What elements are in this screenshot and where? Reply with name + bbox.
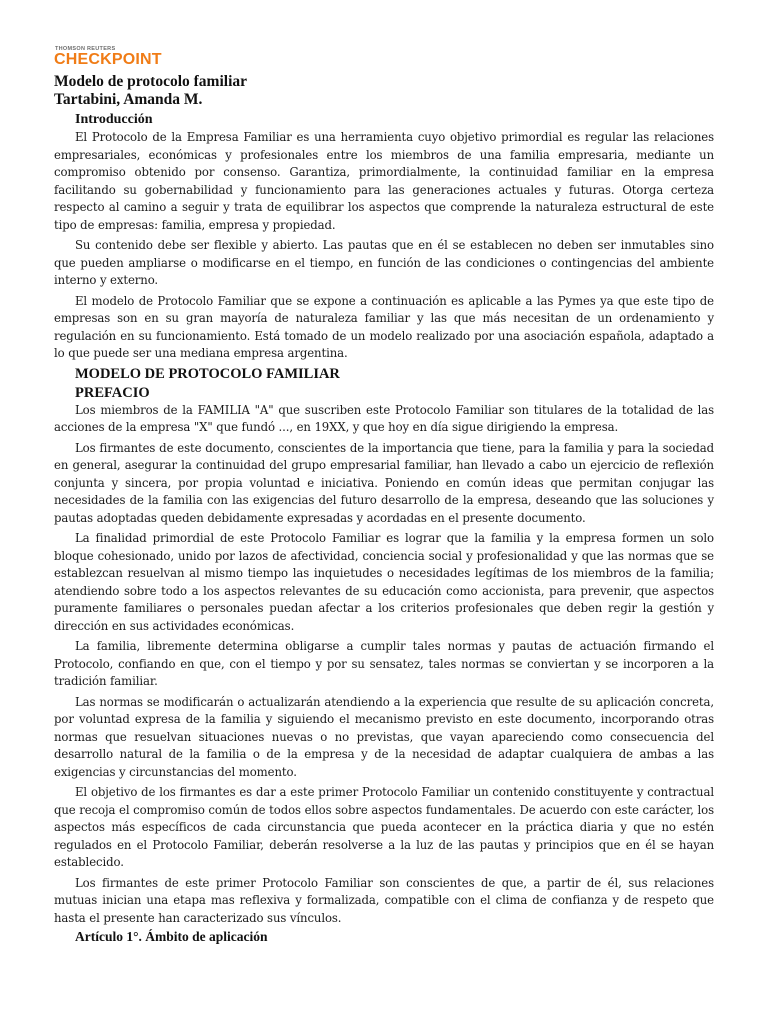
product-logo: CHECKPOINT — [54, 51, 162, 68]
preface-paragraph: Los miembros de la FAMILIA "A" que suscriben este Protocolo Familiar son titulares de la totalidad de las acciones de la empresa "X" que fundó ..., en 19XX, y que hoy en día sigue dirigiendo la empresa. — [54, 402, 714, 434]
preface-paragraph: La finalidad primordial de este Protocolo Familiar es lograr que la familia y la empresa formen un solo bloque cohesionado, unido por lazos de afectividad, conciencia social y profesionalidad y que las normas que se establezcan resuelvan al mismo tiempo las inquietudes o necesidades legítimas de los miembros de la familia; atendiendo sobre todo a los aspectos relevantes de su educación como accionista, para prevenir, que aspectos puramente familiares o personales puedan afectar a los criterios profesionales que deben regir la gestión y dirección en sus actividades económicas. — [54, 531, 714, 633]
document-title: Modelo de protocolo familiar — [54, 73, 248, 90]
article-1-heading: Artículo 1°. Ámbito de aplicación — [75, 929, 268, 944]
publisher-logo-text: THOMSON REUTERS — [55, 46, 116, 52]
preface-paragraph: Los firmantes de este documento, conscientes de la importancia que tiene, para la familia y para la sociedad en general, asegurar la continuidad del grupo empresarial familiar, han llevado a cabo un ejercicio de reflexión conjunta y sincera, por propia voluntad e iniciativa. Poniendo en común ideas que permitan conjugar las necesidades de la familia con las exigencias del futuro desarrollo de la empresa, deseando que las soluciones y pautas adoptadas queden debidamente expresadas y acordadas en el presente documento. — [54, 440, 714, 525]
model-heading: MODELO DE PROTOCOLO FAMILIAR — [75, 365, 340, 382]
preface-paragraph: Las normas se modificarán o actualizarán atendiendo a la experiencia que resulte de su aplicación concreta, por voluntad expresa de la familia y siguiendo el mecanismo previsto en este documento, incorporando otras normas que resuelvan situaciones nuevas o no previstas, que vayan apareciendo como consecuencia del desarrollo natural de la familia o de la empresa y de la necesidad de adaptar cualquiera de ambas a las exigencias y circunstancias del momento. — [54, 694, 714, 779]
intro-paragraph: Su contenido debe ser flexible y abierto. Las pautas que en él se establecen no deben ser inmutables sino que pueden ampliarse o modificarse en el tiempo, en función de las condiciones o contingencias del ambiente interno y externo. — [54, 238, 714, 287]
preface-paragraph: Los firmantes de este primer Protocolo Familiar son conscientes de que, a partir de él, sus relaciones mutuas inician una etapa mas reflexiva y formalizada, compatible con el clima de confianza y de respeto que hasta el presente han caracterizado sus vínculos. — [54, 875, 714, 925]
preface-paragraph: El objetivo de los firmantes es dar a este primer Protocolo Familiar un contenido constituyente y contractual que recoja el compromiso común de todos ellos sobre aspectos fundamentales. De acuerdo con este carácter, los aspectos más específicos de cada circunstancia que pueda acontecer en la práctica diaria y que no estén regulados en el Protocolo Familiar, deberán resolverse a la luz de las pautas y principios que en él se hayan establecido. — [54, 785, 714, 869]
intro-paragraph: El Protocolo de la Empresa Familiar es una herramienta cuyo objetivo primordial es regular las relaciones empresariales, económicas y profesionales entre los miembros de una familia empresaria, mediante un compromiso obtenido por consenso. Garantiza, primordialmente, la continuidad familiar en la empresa facilitando su gobernabilidad y funcionamiento para las generaciones actuales y futuras. Otorga certeza respecto al camino a seguir y trata de equilibrar los aspectos que comprende la naturaleza estructural de este tipo de empresas: familia, empresa y propiedad. — [54, 130, 714, 232]
intro-paragraph: El modelo de Protocolo Familiar que se expone a continuación es aplicable a las Pymes ya que este tipo de empresas son en su gran mayoría de naturaleza familiar y las que más necesitan de un ordenamiento y regulación en su funcionamiento. Está tomado de un modelo realizado por una asociación española, adaptado a lo que puede ser una mediana empresa argentina. — [54, 293, 714, 360]
intro-heading: Introducción — [75, 112, 153, 127]
preface-heading: PREFACIO — [75, 384, 150, 401]
document-author: Tartabini, Amanda M. — [54, 91, 203, 108]
preface-paragraph: La familia, libremente determina obligarse a cumplir tales normas y pautas de actuación firmando el Protocolo, confiando en que, con el tiempo y por su sensatez, tales normas se conviertan y se incorporen a la tradición familiar. — [54, 639, 714, 688]
